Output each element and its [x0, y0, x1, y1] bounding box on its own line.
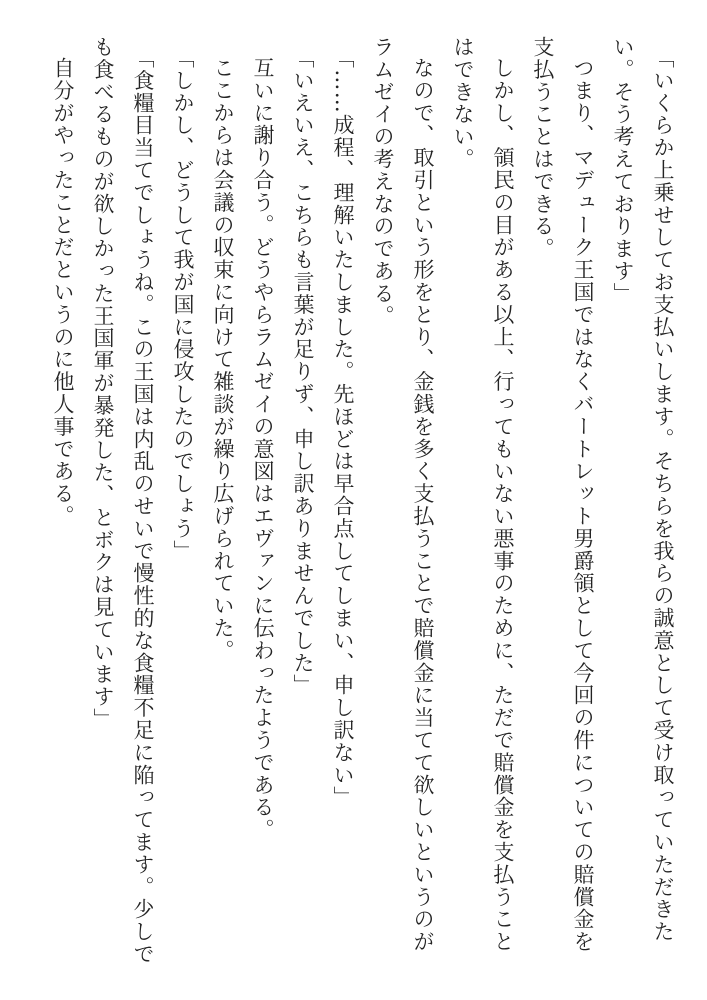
paragraph-dialogue-understood-apology: 「……成程、理解いたしました。先ほどは早合点してしまい、申し訳ない」	[331, 46, 355, 809]
paragraph-dialogue-why-invade: 「しかし、どうして我が国に侵攻したのでしょう」	[171, 46, 195, 562]
paragraph-narration-cannot-pay-freely: しかし、領民の目がある以上、行ってもいない悪事のために、ただで賠償金を支払うことはできない。	[451, 36, 515, 953]
paragraph-dialogue-food-shortage-theory: 「食糧目当てでしょうね。この王国は内乱のせいで慢性的な食糧不足に陥ってます。少しでも食べるものが欲しかった王国軍が暴発した、とボクは見ています」	[91, 36, 155, 965]
paragraph-narration-kingdom-vs-barony: つまり、マデューク王国ではなくバートレット男爵領として今回の件についての賠償金を支払うことはできる。	[531, 36, 595, 953]
paragraph-narration-ramsey-plan: なので、取引という形をとり、金銭を多く支払うことで賠償金に当てて欲しいというのがラムゼイの考えなのである。	[371, 36, 435, 953]
paragraph-dialogue-payment-offer: 「いくらか上乗せしてお支払いします。そちらを我らの誠意として受け取っていただきたい。そう考えております」	[611, 36, 675, 943]
paragraph-narration-small-talk: ここからは会議の収束に向けて雑談が繰り広げられていた。	[211, 57, 235, 662]
paragraph-narration-intent-conveyed: 互いに謝り合う。どうやらラムゼイの意図はエヴァンに伝わったようである。	[251, 57, 275, 841]
paragraph-narration-detached-remark: 自分がやったことだというのに他人事である。	[51, 57, 75, 528]
paragraph-dialogue-mutual-apology: 「いえいえ、こちらも言葉が足りず、申し訳ありませんでした」	[291, 46, 315, 697]
